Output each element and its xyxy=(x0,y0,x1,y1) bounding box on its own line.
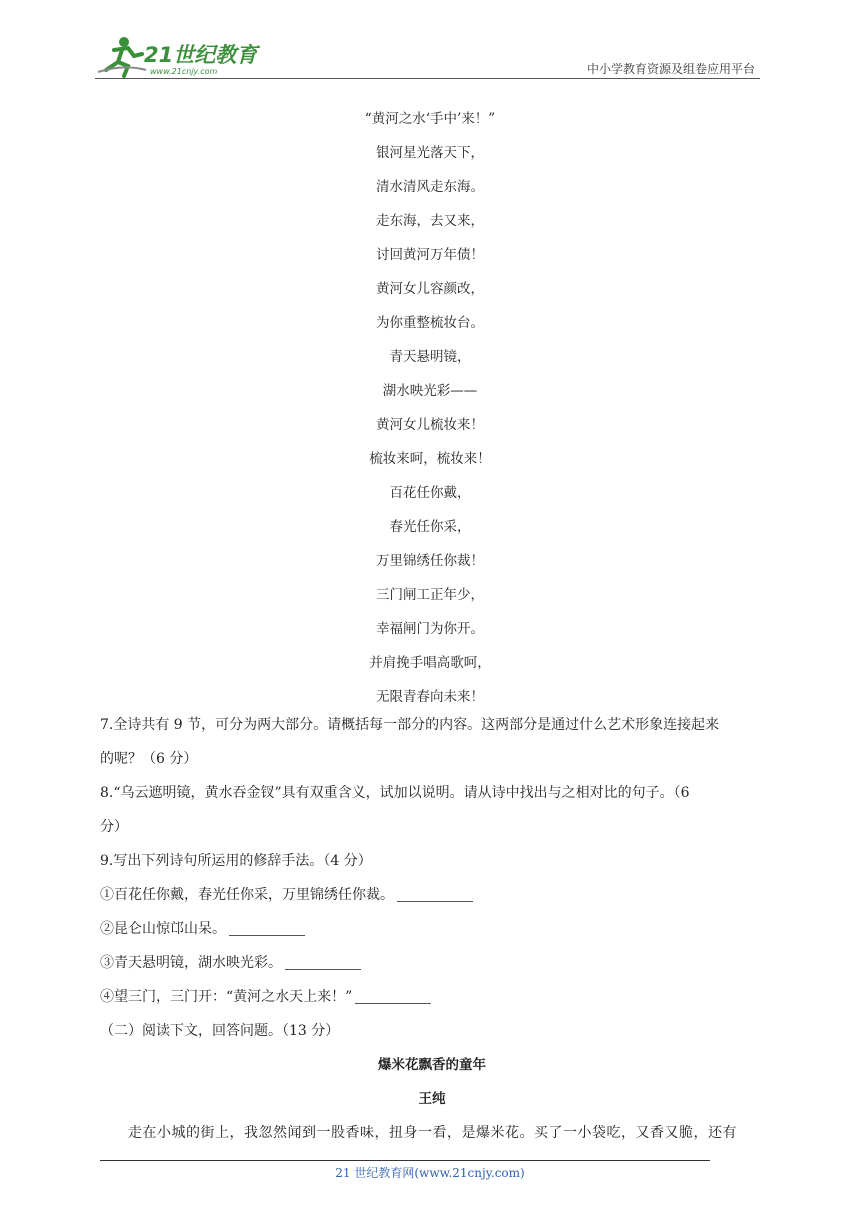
poem-line: 银河星光落天下， xyxy=(376,145,484,161)
question-9-title: 9.写出下列诗句所运用的修辞手法。（4 分） xyxy=(100,853,372,869)
poem-line: 幸福闸门为你开。 xyxy=(376,621,484,637)
poem-line: 讨回黄河万年债！ xyxy=(376,247,484,263)
poem-line: “黄河之水‘手中’来！” xyxy=(364,111,496,127)
logo-text: 21世纪教育 xyxy=(144,43,258,67)
answer-blank[interactable] xyxy=(229,935,305,936)
logo-url: www.21cnjy.com xyxy=(150,67,218,76)
question-7-text: 7.全诗共有 9 节，可分为两大部分。请概括每一部分的内容。这两部分是通过什么艺术形象连接起来 xyxy=(100,717,720,733)
question-9-item-text: ④望三门，三门开：“黄河之水天上来！” xyxy=(100,989,353,1005)
article-paragraph: 走在小城的街上，我忽然闻到一股香味，扭身一看，是爆米花。买了一小袋吃，又香又脆，还有 xyxy=(128,1125,737,1141)
question-9-item xyxy=(100,980,764,1014)
poem xyxy=(100,102,760,714)
logo xyxy=(94,34,264,80)
poem-line: 黄河女儿梳妆来！ xyxy=(376,417,484,433)
questions-section xyxy=(100,708,764,1150)
header-divider xyxy=(95,78,760,79)
question-9-item xyxy=(100,912,764,946)
question-8-text: 8.“乌云遮明镜，黄水吞金钗”具有双重含义，试加以说明。请从诗中找出与之相对比的句子。（6 xyxy=(100,785,690,801)
poem-line: 并肩挽手唱高歌呵， xyxy=(369,655,491,671)
poem-line: 清水清风走东海。 xyxy=(376,179,484,195)
question-9-item-text: ①百花任你戴，春光任你采，万里锦绣任你裁。 xyxy=(100,887,394,903)
logo-graphic xyxy=(94,34,264,80)
poem-line: 无限青春向未来！ xyxy=(376,689,484,705)
question-8-text-cont: 分） xyxy=(100,819,128,835)
question-7-text-cont: 的呢？（6 分） xyxy=(100,751,198,767)
poem-line: 湖水映光彩—— xyxy=(382,383,478,399)
poem-line: 三门闸工正年少， xyxy=(376,587,484,603)
footer-text[interactable]: 21 世纪教育网(www.21cnjy.com) xyxy=(335,1166,525,1180)
article-title: 爆米花飘香的童年 xyxy=(378,1057,486,1073)
answer-blank[interactable] xyxy=(397,901,473,902)
poem-line: 梳妆来呵，梳妆来！ xyxy=(369,451,491,467)
poem-line: 万里锦绣任你裁！ xyxy=(376,553,484,569)
platform-label: 中小学教育资源及组卷应用平台 xyxy=(586,62,755,76)
question-9-item xyxy=(100,878,764,912)
section-heading: （二）阅读下文，回答问题。（13 分） xyxy=(100,1023,340,1039)
poem-line: 青天悬明镜， xyxy=(389,349,471,365)
poem-line: 百花任你戴， xyxy=(389,485,471,501)
footer-divider xyxy=(100,1160,710,1161)
poem-line: 春光任你采， xyxy=(389,519,471,535)
poem-line: 为你重整梳妆台。 xyxy=(376,315,484,331)
answer-blank[interactable] xyxy=(355,1003,431,1004)
answer-blank[interactable] xyxy=(285,969,361,970)
question-9-item-text: ②昆仑山惊邙山呆。 xyxy=(100,921,226,937)
poem-line: 走东海，去又来， xyxy=(376,213,484,229)
poem-line: 黄河女儿容颜改， xyxy=(376,281,484,297)
article-author: 王纯 xyxy=(418,1091,446,1107)
question-9-item-text: ③青天悬明镜，湖水映光彩。 xyxy=(100,955,282,971)
page-header xyxy=(0,0,860,80)
question-9-item xyxy=(100,946,764,980)
